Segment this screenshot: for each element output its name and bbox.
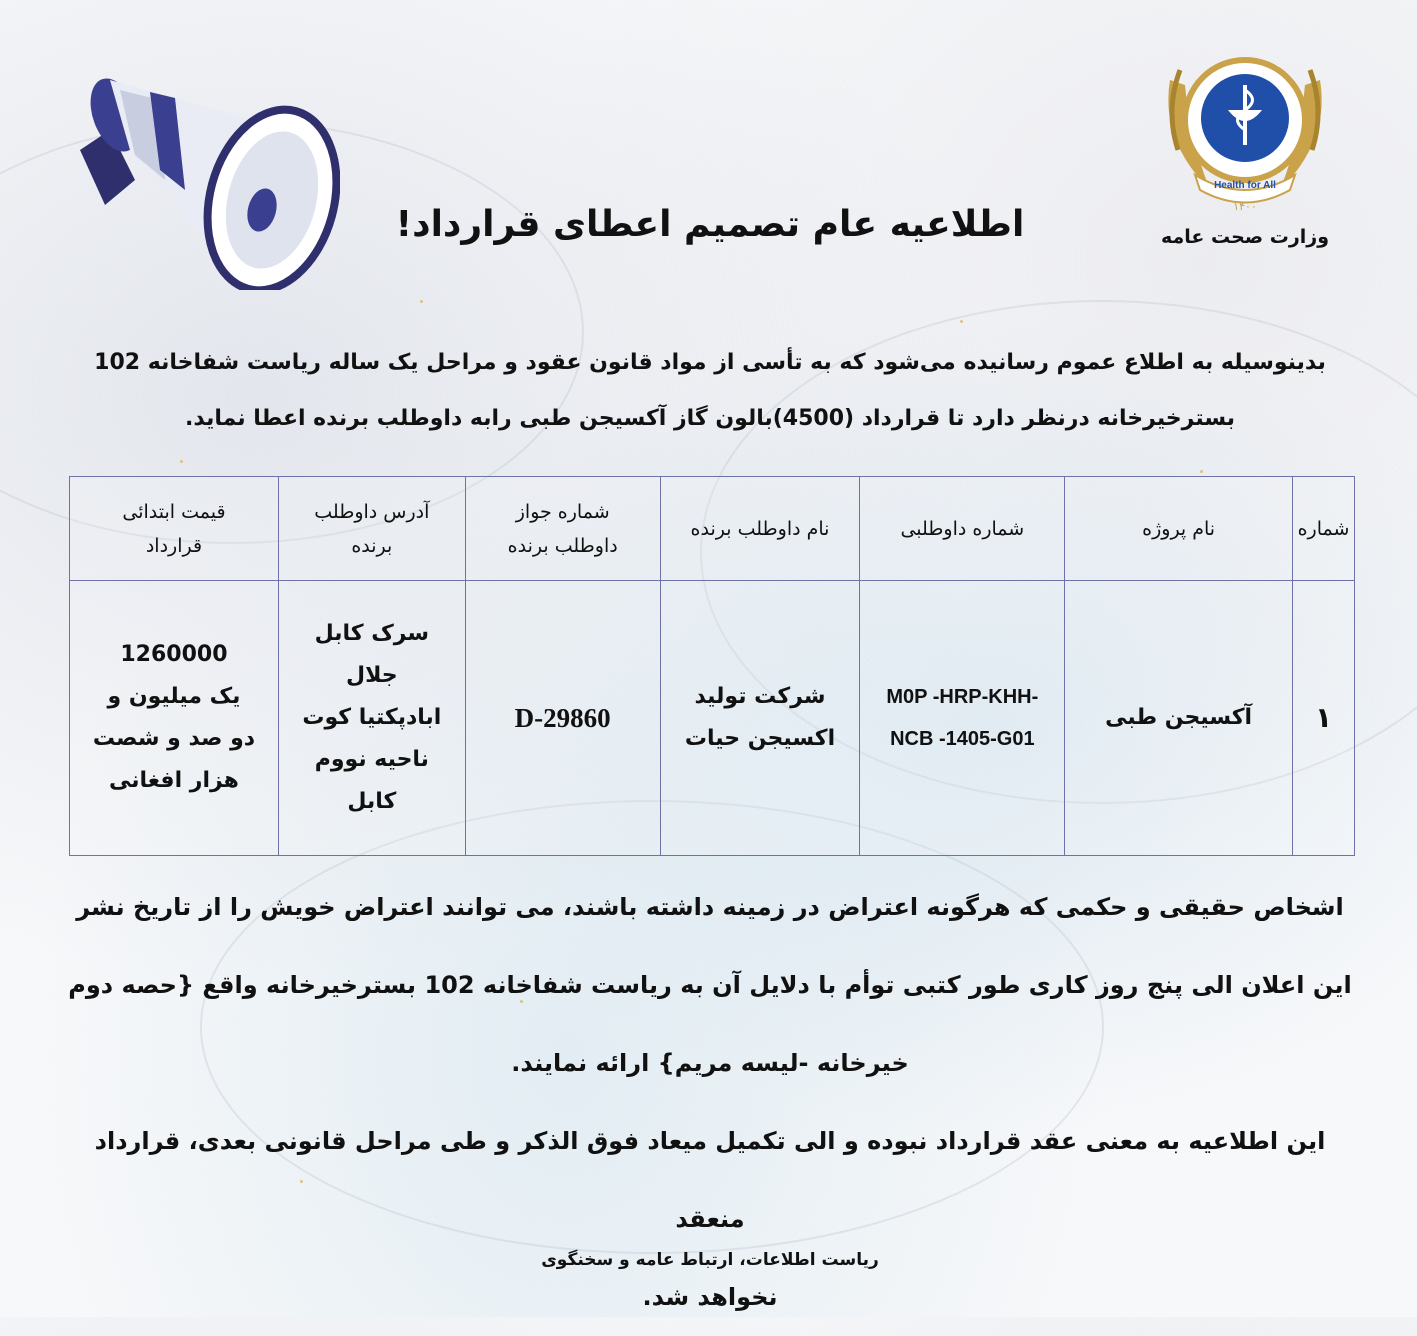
objection-line: این اعلان الی پنج روز کاری طور کتبی توأم با دلایل آن به ریاست شفاخانه 102 بسترخیرخانه واقع {حصه دوم: [68, 971, 1352, 999]
cell-winner-address-line: ابادپکتیا کوت: [302, 705, 442, 730]
header-initial-price: [70, 477, 279, 581]
cell-winner-name: [660, 581, 860, 856]
header-license-number-line: شماره جواز: [515, 500, 610, 523]
intro-line: بدینوسیله به اطلاع عموم رسانیده می‌شود که به تأسی از مواد قانون عقود و مراحل یک ساله ریاست شفاخانه 102: [94, 350, 1326, 375]
objection-line: اشخاص حقیقی و حکمی که هرگونه اعتراض در زمینه داشته باشند، می توانند اعتراض خویش را از تاریخ نشر: [76, 893, 1344, 921]
footer-department: ریاست اطلاعات، ارتباط عامه و سخنگوی: [541, 1250, 879, 1270]
emblem-year: ۱۴۰۰: [1233, 200, 1257, 213]
emblem-slogan: Health for All: [1214, 180, 1276, 191]
header-winner-name: نام داوطلب برنده: [660, 477, 860, 581]
intro-line: بسترخیرخانه درنظر دارد تا قرارداد (4500)بالون گاز آکسیجن طبی رابه داوطلب برنده اعطا نماید.: [185, 406, 1235, 431]
cell-project-name: آکسیجن طبی: [1065, 581, 1293, 856]
table-row: [70, 581, 1355, 856]
cell-winner-name-line: اکسیجن حیات: [684, 726, 836, 751]
header-initial-price-line: قیمت ابتدائی: [122, 500, 226, 523]
cell-winner-address-line: ناحیه نووم کابل: [314, 747, 429, 814]
megaphone-icon: [40, 30, 340, 290]
gold-fleck: [180, 460, 183, 463]
cell-bid-number-line: NCB -1405-G01: [890, 728, 1035, 750]
header-winner-address: [278, 477, 465, 581]
contract-award-table: [69, 476, 1355, 856]
header-project-name: نام پروژه: [1065, 477, 1293, 581]
cell-bid-number: [860, 581, 1065, 856]
intro-paragraph: [70, 335, 1350, 447]
cell-winner-address-line: سرک کابل جلال: [314, 621, 430, 688]
page-title: اطلاعیه عام تصمیم اعطای قرارداد!: [395, 204, 1025, 245]
cell-initial-price-line: 1260000: [120, 642, 228, 667]
header-license-number-line: داوطلب برنده: [507, 534, 618, 557]
header-bid-number: شماره داوطلبی: [860, 477, 1065, 581]
cell-initial-price-line: هزار افغانی: [108, 768, 239, 793]
cell-initial-price-line: دو صد و شصت: [92, 726, 256, 751]
cell-initial-price-line: یک میلیون و: [107, 684, 241, 709]
gold-fleck: [420, 300, 423, 303]
objection-line: خیرخانه -لیسه مریم} ارائه نمایند.: [511, 1049, 909, 1077]
header-license-number: [465, 477, 660, 581]
cell-bid-number-line: M0P -HRP-KHH-: [886, 686, 1039, 708]
cell-number: ۱: [1293, 581, 1355, 856]
cell-initial-price: [70, 581, 279, 856]
header-winner-address-line: آدرس داوطلب: [314, 500, 430, 523]
cell-license-number: D-29860: [465, 581, 660, 856]
disclaimer-line: این اطلاعیه به معنی عقد قرارداد نبوده و الی تکمیل میعاد فوق الذکر و طی مراحل قانونی بعدی، قرارداد منعقد: [94, 1127, 1326, 1233]
ministry-emblem-icon: [1150, 40, 1340, 215]
header-initial-price-line: قرارداد: [145, 534, 203, 557]
ministry-name: وزارت صحت عامه: [1160, 226, 1330, 248]
cell-winner-address: [278, 581, 465, 856]
disclaimer-line: نخواهد شد.: [642, 1283, 778, 1311]
table-header-row: [70, 477, 1355, 581]
header-winner-address-line: برنده: [351, 534, 393, 557]
cell-winner-name-line: شرکت تولید: [694, 684, 826, 709]
header-number: شماره: [1293, 477, 1355, 581]
gold-fleck: [1200, 470, 1203, 473]
gold-fleck: [960, 320, 963, 323]
